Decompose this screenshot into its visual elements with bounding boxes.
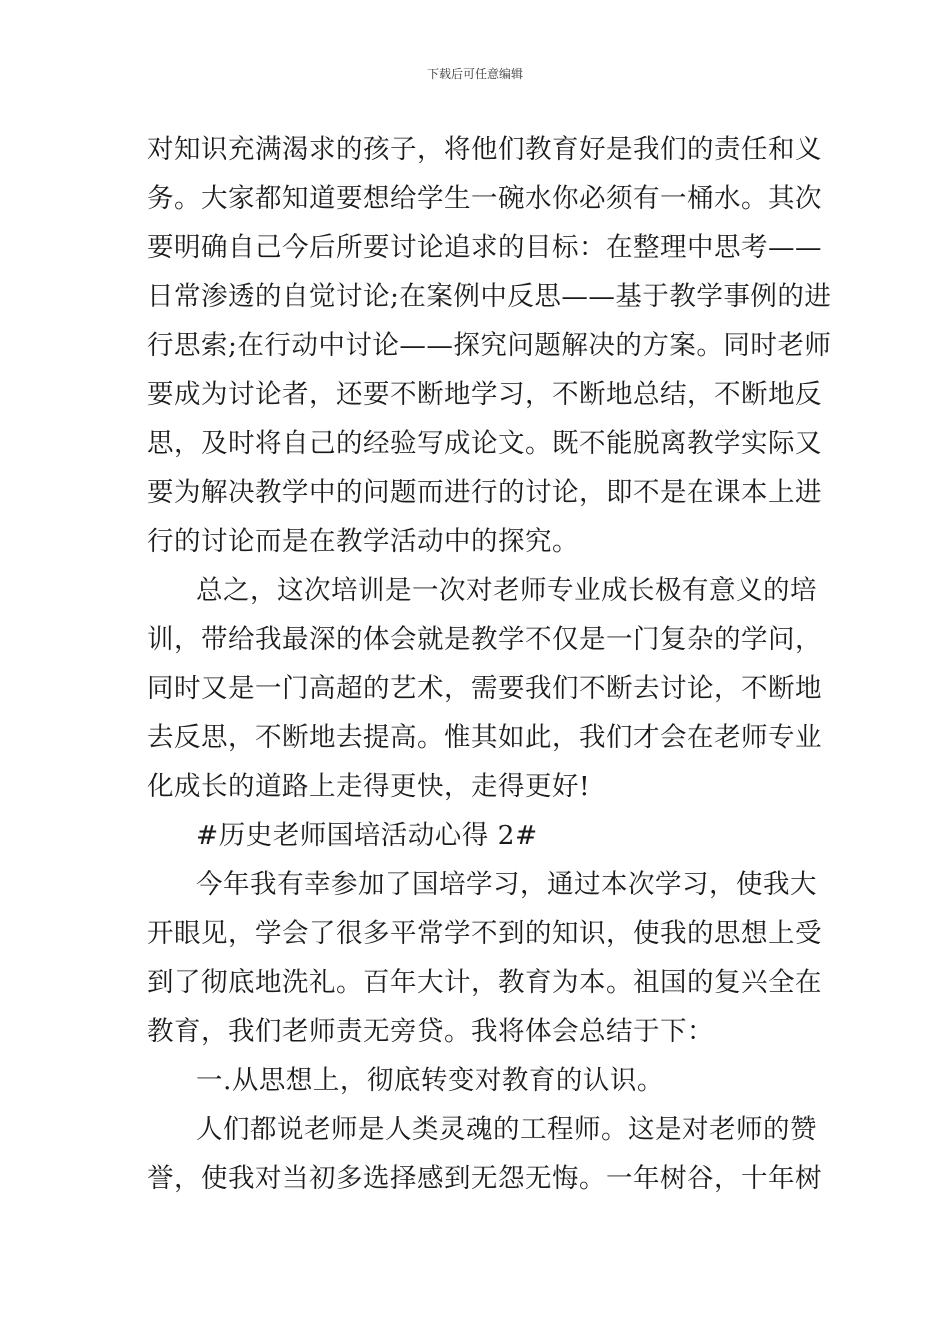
page-header: 下载后可任意编辑 bbox=[426, 67, 523, 81]
text-line: 训，带给我最深的体会就是教学不仅是一门复杂的学问， bbox=[147, 624, 822, 655]
text-line: 开眼见，学会了很多平常学不到的知识，使我的思想上受 bbox=[147, 918, 822, 949]
text-line: 要成为讨论者，还要不断地学习，不断地总结，不断地反 bbox=[147, 379, 822, 410]
text-line: 同时又是一门高超的艺术，需要我们不断去讨论，不断地 bbox=[147, 673, 822, 704]
document-body bbox=[147, 125, 832, 1203]
section-heading: #历史老师国培活动心得 2# bbox=[196, 820, 538, 851]
text-line: 教育，我们老师责无旁贷。我将体会总结于下： bbox=[147, 1016, 714, 1047]
paragraph-start-line: 今年我有幸参加了国培学习，通过本次学习，使我大 bbox=[196, 869, 817, 900]
text-line: 要为解决教学中的问题而进行的讨论，即不是在课本上进 bbox=[147, 477, 822, 508]
paragraph-start-line: 人们都说老师是人类灵魂的工程师。这是对老师的赞 bbox=[196, 1114, 817, 1145]
text-line: 思，及时将自己的经验写成论文。既不能脱离教学实际又 bbox=[147, 428, 822, 459]
text-line: 行的讨论而是在教学活动中的探究。 bbox=[147, 526, 579, 557]
text-line: 务。大家都知道要想给学生一碗水你必须有一桶水。其次 bbox=[147, 183, 822, 214]
text-line: 到了彻底地洗礼。百年大计，教育为本。祖国的复兴全在 bbox=[147, 967, 822, 998]
text-line: 去反思，不断地去提高。惟其如此，我们才会在老师专业 bbox=[147, 722, 822, 753]
paragraph-start-line: 总之，这次培训是一次对老师专业成长极有意义的培 bbox=[196, 575, 817, 606]
text-line: 日常渗透的自觉讨论;在案例中反思——基于教学事例的进 bbox=[147, 281, 832, 312]
text-line: 要明确自己今后所要讨论追求的目标：在整理中思考—— bbox=[147, 232, 822, 263]
text-line: 对知识充满渴求的孩子，将他们教育好是我们的责任和义 bbox=[147, 134, 822, 165]
text-line: 化成长的道路上走得更快，走得更好! bbox=[147, 771, 591, 802]
text-line: 誉，使我对当初多选择感到无怨无悔。一年树谷，十年树 bbox=[147, 1163, 822, 1194]
text-line: 行思索;在行动中讨论——探究问题解决的方案。同时老师 bbox=[147, 330, 832, 361]
subsection-heading: 一.从思想上，彻底转变对教育的认识。 bbox=[196, 1065, 664, 1096]
